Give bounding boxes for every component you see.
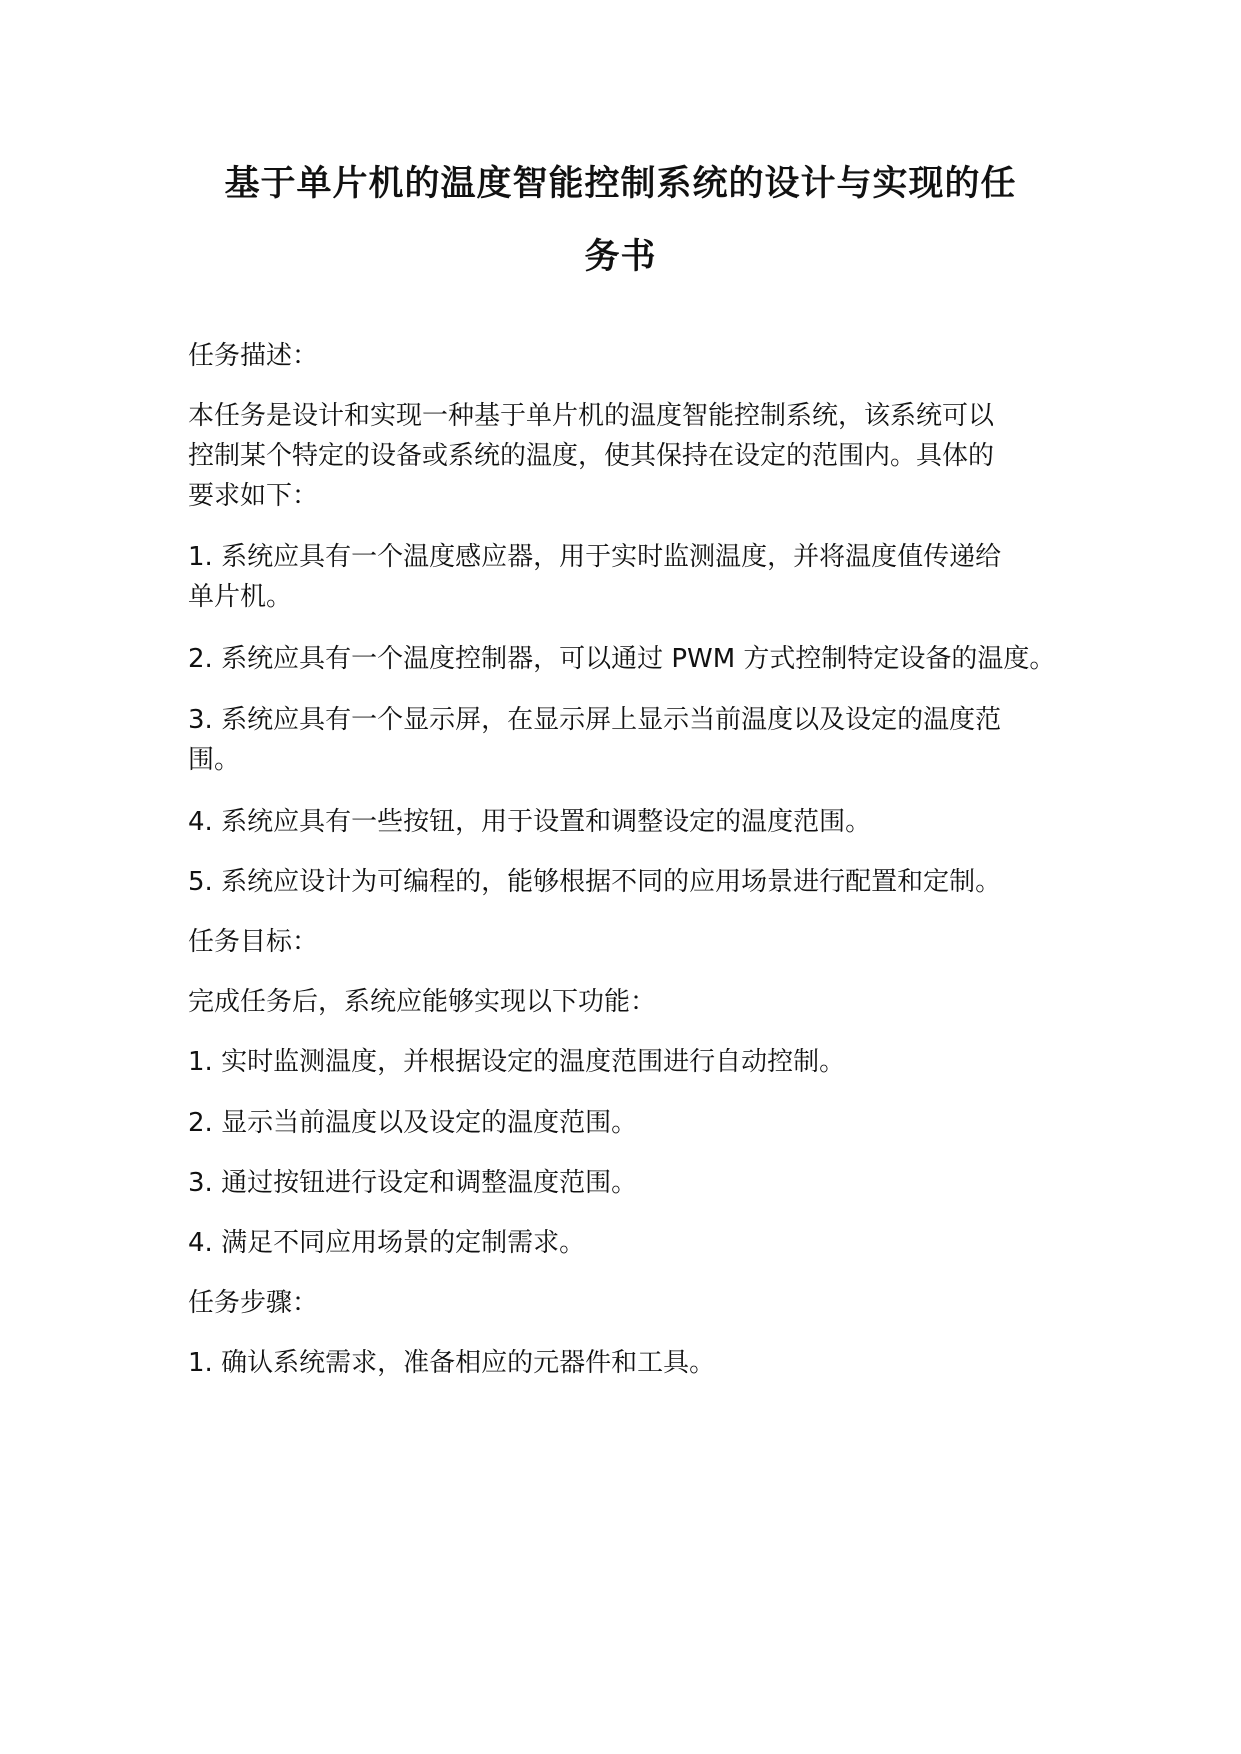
requirement-3-line-2: 围。: [188, 745, 241, 775]
requirement-4: 4. 系统应具有一些按钮，用于设置和调整设定的温度范围。: [188, 807, 872, 837]
description-line-3: 要求如下：: [188, 481, 319, 511]
goal-item-1: 1. 实时监测温度，并根据设定的温度范围进行自动控制。: [188, 1047, 846, 1077]
requirement-1-line-2: 单片机。: [188, 582, 293, 612]
step-item-1: 1. 确认系统需求，准备相应的元器件和工具。: [188, 1348, 716, 1378]
requirement-5: 5. 系统应设计为可编程的，能够根据不同的应用场景进行配置和定制。: [188, 867, 1002, 897]
goal-item-3: 3. 通过按钮进行设定和调整温度范围。: [188, 1168, 638, 1198]
description-line-2: 控制某个特定的设备或系统的温度，使其保持在设定的范围内。具体的: [188, 441, 995, 471]
requirement-1-line-1: 1. 系统应具有一个温度感应器，用于实时监测温度，并将温度值传递给: [188, 542, 1002, 572]
goals-intro: 完成任务后，系统应能够实现以下功能：: [188, 987, 657, 1017]
description-line-1: 本任务是设计和实现一种基于单片机的温度智能控制系统，该系统可以: [188, 401, 995, 431]
section-heading-steps: 任务步骤：: [188, 1288, 319, 1318]
document-title-line-2: 务书: [584, 237, 657, 277]
requirement-2: 2. 系统应具有一个温度控制器，可以通过 PWM 方式控制特定设备的温度。: [188, 644, 1056, 674]
section-heading-goals: 任务目标：: [188, 927, 319, 957]
goal-item-2: 2. 显示当前温度以及设定的温度范围。: [188, 1108, 638, 1138]
document-title-line-1: 基于单片机的温度智能控制系统的设计与实现的任: [224, 164, 1017, 204]
requirement-3-line-1: 3. 系统应具有一个显示屏，在显示屏上显示当前温度以及设定的温度范: [188, 705, 1002, 735]
section-heading-description: 任务描述：: [188, 341, 319, 371]
goal-item-4: 4. 满足不同应用场景的定制需求。: [188, 1228, 586, 1258]
